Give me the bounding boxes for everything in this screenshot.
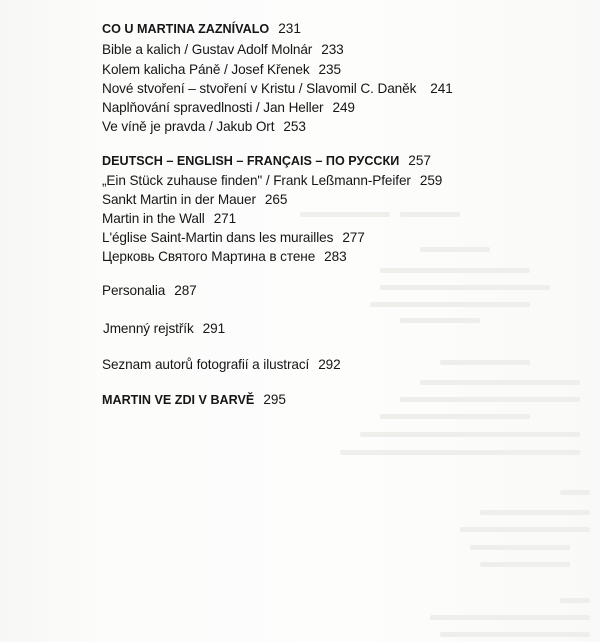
page-number: 231 [278,21,301,36]
toc-entry [102,172,442,190]
entry-title: Martin in the Wall [102,211,205,226]
entry-title: Jmenný rejstřík [103,321,194,336]
page-number: 259 [419,173,443,188]
page-number: 241 [430,81,453,96]
toc-entry [102,61,341,79]
toc-entry [102,80,453,98]
page-number: 295 [263,392,286,407]
toc-entry-index [103,320,225,338]
toc-entry [102,210,236,228]
page-number: 291 [202,321,226,336]
entry-title: Personalia [102,283,166,298]
section-heading-color [102,391,286,409]
entry-title: Ve víně je pravda / Jakub Ort [102,119,275,134]
page-number: 265 [264,192,288,207]
toc-entry [102,41,344,59]
toc-entry [102,191,287,209]
toc-entry [102,118,306,136]
toc-entry [102,229,365,247]
section-heading-co-u-martina [102,20,301,38]
entry-title: Nové stvoření – stvoření v Kristu / Slavomil C. Daněk [102,81,417,96]
entry-title: „Ein Stück zuhause finden" / Frank Leßmann-Pfeifer [102,173,411,188]
entry-title: Bible a kalich / Gustav Adolf Molnár [102,42,313,57]
entry-title: Sankt Martin in der Mauer [102,192,256,207]
toc-entry-photo-credits [102,356,341,374]
page-number: 249 [332,100,355,115]
page-number: 235 [318,62,341,77]
section-title: CO U MARTINA ZAZNÍVALO [102,22,270,36]
page-number: 233 [321,42,344,57]
section-title: DEUTSCH – ENGLISH – FRANÇAIS – ПО РУССКИ [102,154,400,168]
toc-entry [102,248,347,266]
entry-title: L'église Saint-Martin dans les murailles [102,230,334,245]
section-heading-languages [102,152,431,170]
page-number: 257 [408,153,431,168]
section-title: MARTIN VE ZDI V BARVĚ [102,393,255,407]
entry-title: Naplňování spravedlnosti / Jan Heller [102,100,324,115]
page-number: 283 [324,249,347,264]
page-number: 277 [342,230,365,245]
toc-entry-personalia [102,282,197,300]
page-number: 292 [318,357,341,372]
entry-title: Kolem kalicha Páně / Josef Křenek [102,62,310,77]
entry-title: Церковь Святого Мартина в стене [102,249,316,264]
page-number: 253 [283,119,306,134]
page-number: 271 [213,211,237,226]
toc-entry [102,99,355,117]
entry-title: Seznam autorů fotografií a ilustrací [102,357,310,372]
page-number: 287 [174,283,197,298]
